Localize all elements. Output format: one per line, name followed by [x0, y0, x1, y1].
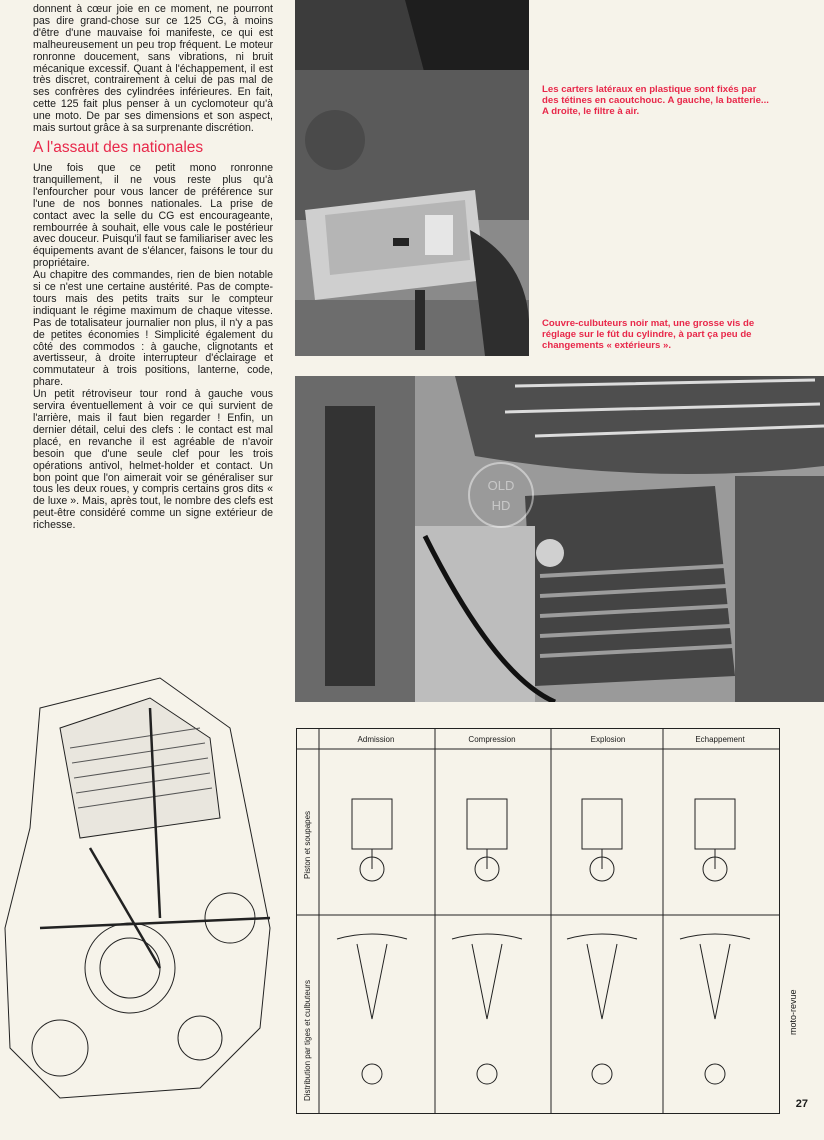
- article-paragraph: Une fois que ce petit mono ronronne tranquillement, il ne vous reste plus qu'à l'enfourcher pour vous lancer de préférence sur l'une de nos bonnes nationales. La prise de contact avec la selle du CG est encourageante, rembourrée à souhait, elle vous cale le postérieur avec douceur. Puisqu'il faut se familiariser avec les équipements avant de s'élancer, faisons le tour du propriétaire.: [33, 161, 273, 270]
- page-number: 27: [795, 1098, 808, 1110]
- article-paragraph: donnent à cœur joie en ce moment, ne pourront pas dire grand-chose sur ce 125 CG, à moins d'être d'une mauvaise foi manifeste, ce qui est malheureusement un peu trop fréquent. Le moteur ronronne doucement, sans vibrations, ni bruit mécanique excessif. Quant à l'échappement, il est très discret, contrairement à celui de pas mal de ses confrères des cylindrées inférieures. En fait, cette 125 fait plus penser à un cyclomoteur qu'à une moto. De par ses dimensions et son aspect, mais surtout grâce à sa surprenante discrétion.: [33, 3, 273, 135]
- watermark-icon: [466, 460, 536, 530]
- phase-explosion: Explosion: [590, 735, 626, 744]
- phase-admission: Admission: [357, 735, 395, 744]
- watermark-logo: [466, 460, 536, 530]
- photo-engine: [295, 376, 824, 702]
- article-paragraph: Un petit rétroviseur tour rond à gauche vous servira éventuellement à voir ce qui survient de l'arrière, mais il faut bien regarder ! Enfin, un dernier détail, celui des clefs : le contact est mal placé, en revanche il est agréable de n'avoir besoin que d'une seule clef pour les trois opérations antivol, helmet-holder et contact. Un bon point que l'on aimerait voir se généraliser sur tous les deux roues, y compris certains gros dits « de luxe ». Mais, après tout, le nombre des clefs est peut-être considéré comme un signe extérieur de richesse.: [33, 388, 273, 532]
- svg-text:HD: HD: [491, 498, 511, 513]
- piston-cell: [352, 799, 735, 881]
- rocker-cell: [337, 934, 750, 1084]
- svg-text:OLD: OLD: [487, 478, 515, 493]
- section-heading: A l'assaut des nationales: [33, 138, 204, 156]
- phase-echappement: Echappement: [695, 735, 745, 744]
- photo-caption: Couvre-culbuteurs noir mat, une grosse vis de réglage sur le fût du cylindre, à part ça peu de changements « extérieurs ».: [542, 318, 755, 351]
- photo-side-covers: [295, 0, 529, 356]
- magazine-brand: moto-revue: [788, 989, 798, 1035]
- four-stroke-diagram: [296, 728, 780, 1114]
- article-body: [33, 4, 273, 532]
- row-label-piston: Piston et soupapes: [303, 810, 312, 879]
- phase-compression: Compression: [468, 735, 516, 744]
- engine-cutaway-illustration: [0, 668, 290, 1108]
- photo-caption: Les carters latéraux en plastique sont fixés par des tétines en caoutchouc. A gauche, la batterie... A droite, le filtre à air.: [542, 84, 769, 117]
- row-label-distribution: Distribution par tiges et culbuteurs: [303, 980, 312, 1101]
- article-paragraph: Au chapitre des commandes, rien de bien notable si ce n'est une certaine austérité. Pas de compte-tours mais des petits traits sur le compteur indiquant le régime maximum de chaque vitesse. Pas de totalisateur journalier non plus, il n'y a pas de petites économies ! Simplicité également du côté des commodos : à gauche, clignotants et avertisseur, à droite interrupteur d'éclairage et commutateur à trois positions, lanterne, code, phare.: [33, 269, 273, 389]
